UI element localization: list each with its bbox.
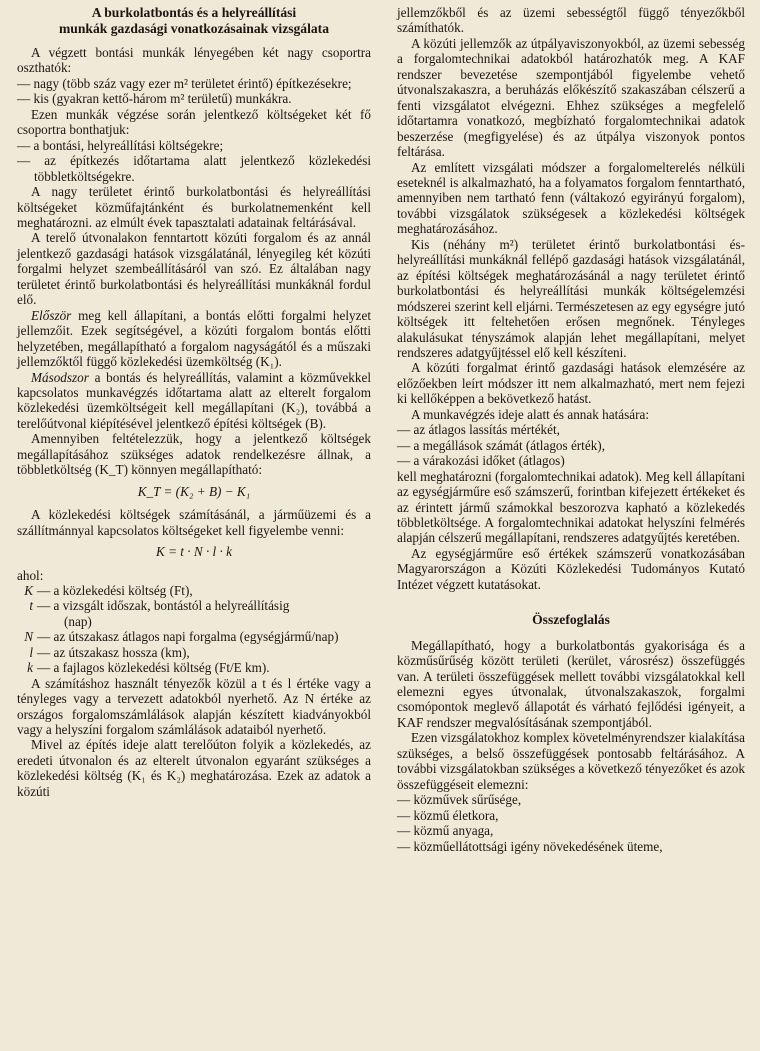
definition-text-cont: (nap) xyxy=(64,613,92,629)
list-item: — közmű anyaga, xyxy=(397,823,494,839)
paragraph: A végzett bontási munkák lényegében két nagy csoportra oszthatók: xyxy=(17,45,371,76)
list-item: — kis (gyakran kettő-három m² területű) munkákra. xyxy=(17,91,292,107)
emphasis: Másodszor xyxy=(31,369,89,385)
paragraph: A nagy területet érintő burkolatbontási és helyreállítási költségeket közműfajtánként és burkolatnemenként kell meghatározni. az elmúlt évek tapasztalati adatainak feltárásával. xyxy=(17,184,371,230)
definition-symbol: k xyxy=(27,660,33,676)
paragraph: Ezen vizsgálatokhoz komplex követelményrendszer kialakítása szükséges, a belső összefüggések pontosabb feltárásához. A további vizsgálatokban szükséges a következő tényezőket és azok összefüggéseit elemezni: xyxy=(397,730,745,792)
paragraph: A munkavégzés ideje alatt és annak hatására: xyxy=(411,406,650,422)
title-line-1: A burkolatbontás és a helyreállítási xyxy=(91,5,297,20)
paragraph: A terelő útvonalakon fenntartott közúti forgalom és az annál jelentkező gazdasági hatások vizsgálatánál, lényegileg két közúti forgalmi helyzet szembeállításáról van szó. Ez általában nagy területet érintő burkolatbontási és helyreállítási munkáknál fordul elő. xyxy=(17,230,371,308)
right-column xyxy=(397,5,745,854)
list-item: — közművek sűrűsége, xyxy=(397,792,522,808)
definition-text: — az útszakasz hossza (km), xyxy=(37,644,190,660)
paragraph xyxy=(17,308,371,370)
paragraph: Ezen munkák végzése során jelentkező költségeket két fő csoportra bonthatjuk: xyxy=(17,106,371,138)
definition-symbol: K xyxy=(24,582,33,598)
list-item: — közműellátottsági igény növekedésének üteme, xyxy=(397,838,663,854)
list-item: — a megállások számát (átlagos érték), xyxy=(397,437,605,453)
definition-row xyxy=(17,660,371,675)
paragraph: Megállapítható, hogy a burkolatbontás gyakorisága és a közműsűrűség között területi (kerület, városrész) összefüggés van. A területi összefüggések mellett további vizsgálatokkal kell elemezni egyes útvonalak, útvonalszakaszok, forgalmi csomópontok meglevő állapotát és várható fejlődési igényeit, a KAF rendszer megvalósításának szempontjából. xyxy=(397,637,745,730)
definition-row xyxy=(17,629,371,644)
formula-transport-cost: K = t · N · l · k xyxy=(156,544,232,560)
list-item: — nagy (több száz vagy ezer m² területet érintő) építkezésekre; xyxy=(17,75,352,91)
paragraph: Amennyiben feltételezzük, hogy a jelentkező költségek megállapításához szükséges adatok rendelkezésre állnak, a többletköltség (K_T) könnyen megállapítható: xyxy=(17,431,371,478)
definition-text xyxy=(37,598,371,629)
list-item: — közmű életkora, xyxy=(397,807,499,823)
paragraph: Az egységjárműre eső értékek számszerű vonatkozásában Magyarországon a Közúti Közlekedési Tudományos Kutató Intézet végzett kutatásokat. xyxy=(397,545,745,592)
paragraph: A közúti forgalmat érintő gazdasági hatások elemzésére az előzőekben leírt módszer itt nem alkalmazható, mert nem fejezi ki kellőképpen a bekövetkező hatást. xyxy=(397,360,745,407)
definition-text: — a fajlagos közlekedési költség (Ft/E km). xyxy=(37,660,270,676)
definition-row xyxy=(17,583,371,598)
definition-row xyxy=(17,598,371,629)
definition-text: — az útszakasz átlagos napi forgalma (egységjármű/nap) xyxy=(37,629,339,645)
paragraph: A közúti jellemzők az útpályaviszonyokból, az üzemi sebesség a forgalomtechnikai adatokból határozhatók meg. A KAF rendszer bevezetése szempontjából figyelembe vehető útvonalszakaszra, a beruházás előkészítő szakaszában célszerű a fenti vizsgálatot elvégezni. Ehhez szükséges a megfelelő időtartamra vonatkozó, megbízható forgalomtechnikai adatok beszerzése (megfigyelése) és az útpálya viszonyok pontos feltárása. xyxy=(397,35,745,160)
paragraph: A számításhoz használt tényezők közül a t és l értéke vagy a tényleges vagy a tervezett adatokból nyerhető. Az N értéke az országos forgalomszámlálások alapján készített kiadványokból vagy a helyszíni forgalom számlálások adataiból nyerhető. xyxy=(17,675,371,738)
paragraph: Mivel az építés ideje alatt terelőúton folyik a közlekedés, az eredeti útvonalon és az elterelt útvonalon egyaránt szükséges a közlekedési költség (K₁ és K₂) meghatározása. Ezek az adatok a közúti xyxy=(17,737,371,799)
list-item: — az építkezés időtartama alatt jelentkező közlekedési többletköltségekre. xyxy=(17,153,371,184)
list-item: — az átlagos lassítás mértékét, xyxy=(397,422,560,438)
definition-symbol: N xyxy=(24,629,33,645)
variable-definitions xyxy=(17,583,371,676)
list-item: — a bontási, helyreállítási költségekre; xyxy=(17,137,224,153)
section-heading-summary: Összefoglalás xyxy=(532,612,610,628)
paragraph-text: meg kell állapítani, a bontás előtti forgalmi helyzet jellemzőit. Ezek segítségével, a közúti forgalom bontás előtti helyzetében, megállapítható a forgalom nagyságától és a műszaki jellemzőktől függő közlekedési üzemköltség (K₁). xyxy=(17,307,371,370)
where-label: ahol: xyxy=(17,567,44,583)
paragraph: jellemzőkből és az üzemi sebességtől függő tényezőkből számíthatók. xyxy=(397,5,745,36)
paragraph: Kis (néhány m²) területet érintő burkolatbontási és-helyreállítási munkáknál fellépő gazdasági hatások vizsgálatánál, az építési költségek meghatározásánál a nagy területet érintő burkolatbontási és helyreállítási munkák költségelemzési módszerei szerint kell eljárni. Természetesen az egy egységre jutó költségek itt feltehetően erősen megnőnek. Tényleges alakulásukat tényszámok alapján lehet megállapítani, melyet rendszeres adatgyűjtéssel elő kell készíteni. xyxy=(397,236,745,360)
paragraph: kell meghatározni (forgalomtechnikai adatok). Meg kell állapítani az egységjárműre eső számszerű, forintban kifejezett értékeket és az érintett jármű számokkal beszorozva kapható a közlekedés többletköltsége. A forgalomtechnikai adatokat helyszíni felmérés alapján célszerű megállapítani, rendszeres adatgyűjtés keretében. xyxy=(397,468,746,546)
definition-symbol: t xyxy=(29,598,33,614)
definition-text-main: — a vizsgált időszak, bontástól a helyreállításig xyxy=(37,598,290,614)
emphasis: Először xyxy=(31,307,72,323)
definition-symbol: l xyxy=(29,644,33,660)
formula-surplus-cost: K_T = (K₂ + B) − K₁ xyxy=(137,483,251,499)
definition-row xyxy=(17,645,371,660)
definition-text: — a közlekedési költség (Ft), xyxy=(37,582,193,598)
paragraph xyxy=(17,370,371,432)
article-title xyxy=(17,5,371,37)
paragraph: A közlekedési költségek számításánál, a járműüzemi és a szállítmánnyal kapcsolatos költségeket kell figyelembe venni: xyxy=(17,507,371,538)
title-line-2: munkák gazdasági vonatkozásainak vizsgálata xyxy=(58,21,330,36)
left-column xyxy=(17,5,371,799)
paragraph: Az említett vizsgálati módszer a forgalomelterelés nélküli eseteknél is alkalmazható, ha a folyamatos forgalom fenntartható, amennyiben nem tartható fenn (váltakozó egyirányú forgalom), további vizsgálatok szükségesek a közlekedési költségek meghatározásához. xyxy=(397,159,745,237)
list-item: — a várakozási időket (átlagos) xyxy=(397,453,565,469)
paragraph-text: a bontás és helyreállítás, valamint a közművekkel kapcsolatos munkavégzés időtartama alatt az elterelt forgalom közlekedési üzemköltségeit kell megállapítani (K₂), továbbá a terelőútvonal kiépítésével jelentkező építési költségek (B). xyxy=(17,369,371,431)
